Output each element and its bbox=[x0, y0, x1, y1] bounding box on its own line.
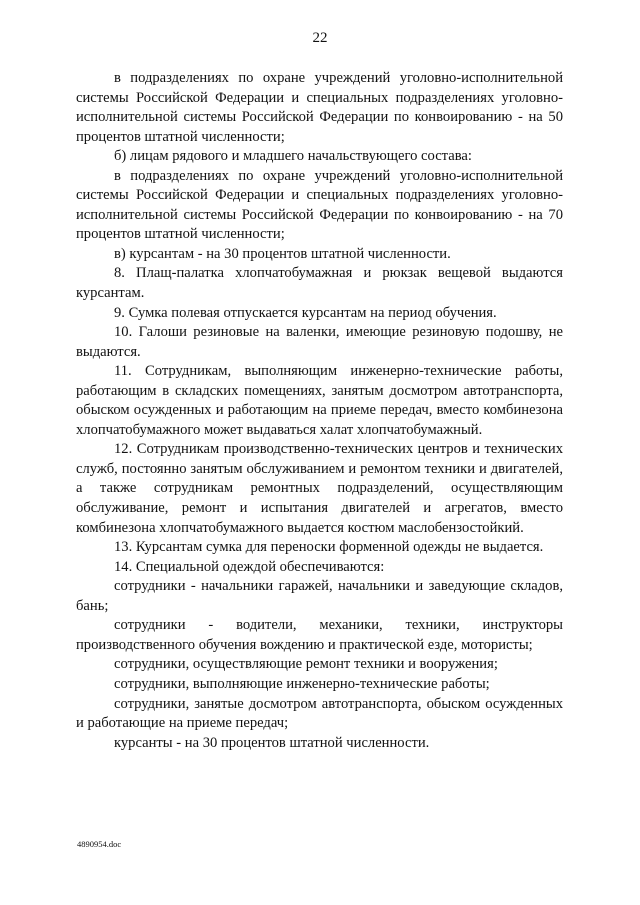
paragraph: в подразделениях по охране учреждений уголовно-исполнительной системы Российской Федерации и специальных подразделениях уголовно-исполнительной системы Российской Федерации по конвоированию - на 70 процентов штатной численности; bbox=[76, 167, 563, 243]
document-body bbox=[76, 69, 563, 753]
paragraph: в) курсантам - на 30 процентов штатной численности. bbox=[114, 245, 451, 262]
paragraph: 11. Сотрудникам, выполняющим инженерно-технические работы, работающим в складских помещениях, занятым досмотром автотранспорта, обыском осужденных и работающим на приеме передач, вместо комбинезона хлопчатобумажного может выдаваться халат хлопчатобумажный. bbox=[76, 363, 563, 438]
paragraph: в подразделениях по охране учреждений уголовно-исполнительной системы Российской Федерации и специальных подразделениях уголовно-исполнительной системы Российской Федерации по конвоированию - на 50 процентов штатной численности; bbox=[76, 70, 563, 145]
paragraph: сотрудники, осуществляющие ремонт техники и вооружения; bbox=[114, 656, 498, 673]
paragraph: 8. Плащ-палатка хлопчатобумажная и рюкзак вещевой выдаются курсантам. bbox=[76, 265, 563, 302]
page-number: 22 bbox=[312, 30, 328, 46]
document-file-id: 4890954.doc bbox=[77, 839, 122, 849]
paragraph: сотрудники, занятые досмотром автотранспорта, обыском осужденных и работающие на приеме передач; bbox=[76, 695, 563, 732]
paragraph: б) лицам рядового и младшего начальствующего состава: bbox=[114, 148, 472, 165]
paragraph: сотрудники - водители, механики, техники, инструкторы производственного обучения вождению и практической езде, мотористы; bbox=[76, 617, 563, 653]
paragraph: сотрудники - начальники гаражей, начальники и заведующие складов, бань; bbox=[76, 578, 563, 614]
paragraph: 12. Сотрудникам производственно-технических центров и технических служб, постоянно занятым обслуживанием и ремонтом техники и двигателей, а также сотрудникам ремонтных подразделений, осуществляющим обслуживание, ремонт и испытания двигателей и агрегатов, вместо комбинезона хлопчатобумажного выдается костюм маслобензостойкий. bbox=[76, 441, 563, 536]
paragraph: сотрудники, выполняющие инженерно-технические работы; bbox=[114, 675, 490, 692]
paragraph: 14. Специальной одеждой обеспечиваются: bbox=[114, 558, 385, 575]
paragraph: 9. Сумка полевая отпускается курсантам на период обучения. bbox=[114, 304, 497, 321]
paragraph: 10. Галоши резиновые на валенки, имеющие резиновую подошву, не выдаются. bbox=[76, 324, 563, 360]
paragraph: курсанты - на 30 процентов штатной численности. bbox=[114, 734, 430, 751]
paragraph: 13. Курсантам сумка для переноски форменной одежды не выдается. bbox=[114, 539, 544, 556]
